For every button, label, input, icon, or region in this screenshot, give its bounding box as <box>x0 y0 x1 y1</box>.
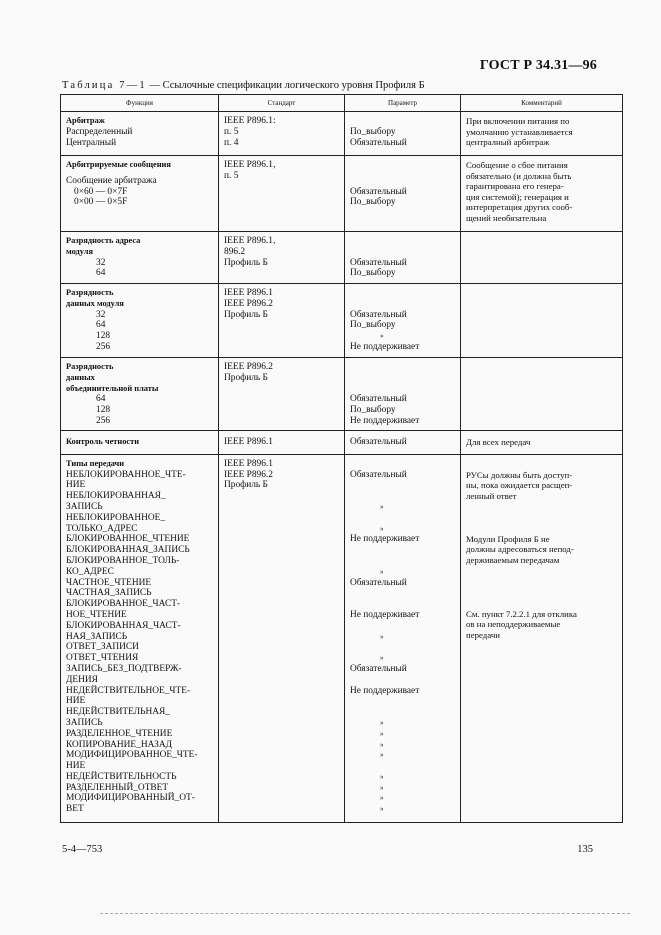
standard-ref: Профиль Б <box>224 372 268 383</box>
feature-title: Разрядность адреса <box>66 236 141 245</box>
feature-option: 64 <box>96 268 106 279</box>
standard-ref: Профиль Б <box>224 480 268 491</box>
transfer-type-item: ОТВЕТ_ЧТЕНИЯ <box>66 653 139 664</box>
parameter-value: Обязательный <box>350 257 407 268</box>
feature-option: Сообщение арбитража <box>66 175 157 186</box>
parameter-spacer <box>350 556 456 567</box>
transfer-type-item: НИЕ <box>66 696 86 707</box>
parameter-value: Обязательный <box>350 137 407 148</box>
parameter-value: Обязательный <box>350 469 407 480</box>
ditto-mark: » <box>380 805 384 814</box>
parameter-value: Обязательный <box>350 186 407 197</box>
parameter-spacer <box>350 513 456 524</box>
parameter-spacer <box>350 696 456 707</box>
standard-ref: Профиль Б <box>224 257 268 268</box>
standard-ref: IEEE P896.1 <box>224 437 273 448</box>
transfer-type-item: БЛОКИРОВАННАЯ_ЗАПИСЬ <box>66 545 190 556</box>
ditto-mark: » <box>380 751 384 760</box>
cell-comment <box>461 232 623 284</box>
transfer-type-item: НАЯ_ЗАПИСЬ <box>66 631 128 642</box>
parameter-value: По_выбору <box>350 268 396 279</box>
feature-title: данных <box>66 372 95 382</box>
cell-parameter <box>345 112 461 156</box>
transfer-type-item: НЕДЕЙСТВИТЕЛЬНОЕ_ЧТЕ- <box>66 685 191 696</box>
parameter-value: Не поддерживает <box>350 609 420 620</box>
comment-line: должны адресоваться непод- <box>466 544 574 555</box>
ditto-mark: » <box>380 654 384 663</box>
transfer-type-item: ЗАПИСЬ <box>66 717 103 728</box>
transfer-type-item: РАЗДЕЛЕННЫЙ_ОТВЕТ <box>66 782 169 793</box>
transfer-type-item: КО_АДРЕС <box>66 566 114 577</box>
footer-print-code: 5-4—753 <box>62 844 103 855</box>
transfer-type-item: НИЕ <box>66 480 86 491</box>
standard-ref: IEEE P896.1: <box>224 116 276 126</box>
feature-title: данных модуля <box>66 298 124 308</box>
cell-parameter <box>345 156 461 232</box>
transfer-type-item: ЗАПИСЬ <box>66 501 103 512</box>
feature-option: 64 <box>96 394 106 405</box>
comment-line: гарантирована его генера- <box>466 181 564 192</box>
cell-comment <box>461 284 623 358</box>
comment-line: держиваемым передачам <box>466 554 560 565</box>
feature-title: Разрядность <box>66 288 114 297</box>
feature-option: 256 <box>96 341 111 352</box>
feature-option: 0×00 — 0×5F <box>74 197 128 208</box>
standard-ref: п. 5 <box>224 126 239 137</box>
cell-parameter <box>345 232 461 284</box>
standard-ref: IEEE P896.2 <box>224 298 273 309</box>
cell-standard <box>219 454 345 822</box>
comment-line: ленный ответ <box>466 490 517 501</box>
ditto-mark: » <box>380 729 384 738</box>
column-header-parameter: Параметр <box>345 95 461 112</box>
parameter-value: Обязательный <box>350 394 407 405</box>
transfer-type-item: МОДИФИЦИРОВАННЫЙ_ОТ- <box>66 793 195 804</box>
column-header-standard: Стандарт <box>219 95 345 112</box>
parameter-value: Не поддерживает <box>350 534 420 545</box>
parameter-value: По_выбору <box>350 405 396 416</box>
cell-function <box>61 358 219 431</box>
cell-parameter <box>345 358 461 431</box>
comment-line: См. пункт 7.2.2.1 для отклика <box>466 608 577 619</box>
parameter-value: Не поддерживает <box>350 685 420 696</box>
document-code: ГОСТ Р 34.31—96 <box>479 58 597 73</box>
ditto-mark: » <box>380 718 384 727</box>
parameter-value: По_выбору <box>350 126 396 137</box>
ditto-mark: » <box>380 332 384 341</box>
feature-title: объединительной платы <box>66 383 159 393</box>
comment-line: Для всех передач <box>466 437 531 448</box>
parameter-value: По_выбору <box>350 320 396 331</box>
table-header-row <box>61 95 623 112</box>
feature-option: 32 <box>96 309 106 320</box>
cell-comment <box>461 358 623 431</box>
transfer-type-item: ЗАПИСЬ_БЕЗ_ПОДТВЕРЖ- <box>66 663 182 674</box>
cell-function <box>61 284 219 358</box>
parameter-value: По_выбору <box>350 197 396 208</box>
comment-line: ны, пока ожидается расщеп- <box>466 480 573 491</box>
cell-standard <box>219 156 345 232</box>
cell-comment <box>461 156 623 232</box>
transfer-type-item: ТОЛЬКО_АДРЕС <box>66 523 138 534</box>
comment-line: обязательно (и должна быть <box>466 170 572 181</box>
table-caption-text: — Ссылочные спецификации логического уровня Профиля Б <box>146 80 425 91</box>
transfer-type-item: РАЗДЕЛЕННОЕ_ЧТЕНИЕ <box>66 728 173 739</box>
transfer-type-item: НЕБЛОКИРОВАННОЕ_ЧТЕ- <box>66 469 186 480</box>
ditto-mark: » <box>380 502 384 511</box>
transfer-type-item: БЛОКИРОВАННОЕ_ЧТЕНИЕ <box>66 534 190 545</box>
parameter-spacer <box>350 480 456 491</box>
transfer-type-item: БЛОКИРОВАННОЕ_ТОЛЬ- <box>66 555 180 566</box>
comment-line: Сообщение о сбое питания <box>466 160 568 170</box>
parameter-spacer <box>350 761 456 772</box>
transfer-type-item: МОДИФИЦИРОВАННОЕ_ЧТЕ- <box>66 750 198 761</box>
transfer-type-item: ВЕТ <box>66 804 84 815</box>
standard-ref: IEEE P896.2 <box>224 469 273 480</box>
ditto-mark: » <box>380 524 384 533</box>
cell-comment <box>461 454 623 822</box>
cell-standard <box>219 358 345 431</box>
parameter-spacer <box>350 599 456 610</box>
column-header-comment: Комментарий <box>461 95 623 112</box>
feature-option: 0×60 — 0×7F <box>74 186 128 197</box>
table-row-transfer-types <box>61 454 623 822</box>
cell-function <box>61 430 219 454</box>
transfer-type-item: ЧАСТНОЕ_ЧТЕНИЕ <box>66 577 152 588</box>
transfer-type-item: НЕДЕЙСТВИТЕЛЬНАЯ_ <box>66 707 170 718</box>
transfer-type-item: НИЕ <box>66 761 86 772</box>
comment-line: ция системой); генерация и <box>466 191 569 202</box>
transfer-type-item: ОТВЕТ_ЗАПИСИ <box>66 642 139 653</box>
parameter-spacer <box>350 588 456 599</box>
parameter-value: Не поддерживает <box>350 341 420 352</box>
table-row-arbitrated-messages <box>61 156 623 232</box>
transfer-type-item: НЕДЕЙСТВИТЕЛЬНОСТЬ <box>66 771 177 782</box>
parameter-value: Обязательный <box>350 309 407 320</box>
standard-ref: п. 5 <box>224 170 239 181</box>
parameter-value: Обязательный <box>350 577 407 588</box>
spec-table <box>60 94 623 823</box>
comment-line: ов на неподдерживаемые <box>466 619 561 630</box>
table-row-address-width <box>61 232 623 284</box>
parameter-spacer <box>350 642 456 653</box>
cell-parameter <box>345 454 461 822</box>
feature-option: Распределенный <box>66 126 133 137</box>
comment-line: интерпретация других сооб- <box>466 202 573 213</box>
cell-standard <box>219 284 345 358</box>
feature-option: Централный <box>66 137 117 148</box>
comment-line: передачи <box>466 629 500 640</box>
cell-parameter <box>345 430 461 454</box>
feature-title: Арбитрируемые сообщения <box>66 160 171 169</box>
standard-ref: Профиль Б <box>224 309 268 320</box>
ditto-mark: » <box>380 794 384 803</box>
transfer-type-item: БЛОКИРОВАННОЕ_ЧАСТ- <box>66 599 181 610</box>
ditto-mark: » <box>380 772 384 781</box>
feature-title: Контроль четности <box>66 437 140 447</box>
standard-ref: IEEE P896.1 <box>224 458 273 469</box>
cell-function <box>61 232 219 284</box>
comment-line: централный арбитраж <box>466 137 550 148</box>
comment-line: Модули Профиля Б не <box>466 533 550 544</box>
cell-function <box>61 156 219 232</box>
standard-ref: IEEE P896.1 <box>224 288 273 298</box>
feature-title: Арбитраж <box>66 116 105 125</box>
transfer-type-item: НЕБЛОКИРОВАННОЕ_ <box>66 512 166 523</box>
parameter-value: Обязательный <box>350 437 407 448</box>
scan-artifact-line <box>100 913 630 914</box>
ditto-mark: » <box>380 740 384 749</box>
table-row-arbitration <box>61 112 623 156</box>
table-caption-label: Таблица 7—1 <box>62 80 147 91</box>
transfer-type-item: ЧАСТНАЯ_ЗАПИСЬ <box>66 588 152 599</box>
transfer-type-item: КОПИРОВАНИЕ_НАЗАД <box>66 739 172 750</box>
table-row-parity-check <box>61 430 623 454</box>
cell-function <box>61 112 219 156</box>
table-row-module-data-width <box>61 284 623 358</box>
transfer-type-item: НОЕ_ЧТЕНИЕ <box>66 609 127 620</box>
table-row-backplane-data-width <box>61 358 623 431</box>
standard-ref: 896.2 <box>224 246 246 257</box>
cell-standard <box>219 430 345 454</box>
parameter-spacer <box>350 621 456 632</box>
feature-option: 256 <box>96 415 111 426</box>
cell-comment <box>461 430 623 454</box>
parameter-spacer <box>350 459 456 470</box>
page-number: 135 <box>577 844 593 855</box>
parameter-spacer <box>350 707 456 718</box>
parameter-spacer <box>350 675 456 686</box>
comment-line: щений необязательна <box>466 212 547 223</box>
transfer-type-item: НЕБЛОКИРОВАННАЯ_ <box>66 491 166 502</box>
column-header-function: Функция <box>61 95 219 112</box>
transfer-type-item: БЛОКИРОВАННАЯ_ЧАСТ- <box>66 620 181 631</box>
feature-title: Типы передачи <box>66 458 125 468</box>
parameter-value: Обязательный <box>350 663 407 674</box>
cell-standard <box>219 112 345 156</box>
feature-option: 128 <box>96 331 111 342</box>
comment-line: При включении питания по <box>466 116 570 126</box>
ditto-mark: » <box>380 783 384 792</box>
parameter-value: Не поддерживает <box>350 415 420 426</box>
parameter-spacer <box>350 491 456 502</box>
comment-line: РУСы должны быть доступ- <box>466 469 573 480</box>
feature-option: 32 <box>96 257 106 268</box>
feature-option: 128 <box>96 405 111 416</box>
ditto-mark: » <box>380 632 384 641</box>
ditto-mark: » <box>380 567 384 576</box>
cell-function <box>61 454 219 822</box>
feature-option: 64 <box>96 320 106 331</box>
standard-ref: п. 4 <box>224 137 239 148</box>
feature-title: Разрядность <box>66 362 114 371</box>
cell-standard <box>219 232 345 284</box>
parameter-spacer <box>350 545 456 556</box>
standard-ref: IEEE P896.1, <box>224 236 276 246</box>
comment-line: умолчанию устанавливается <box>466 126 573 137</box>
cell-parameter <box>345 284 461 358</box>
cell-comment <box>461 112 623 156</box>
feature-title: модуля <box>66 246 93 256</box>
transfer-type-item: ДЕНИЯ <box>66 674 98 685</box>
table-caption <box>62 80 622 91</box>
standard-ref: IEEE P896.2 <box>224 362 273 372</box>
standard-ref: IEEE P896.1, <box>224 160 276 170</box>
